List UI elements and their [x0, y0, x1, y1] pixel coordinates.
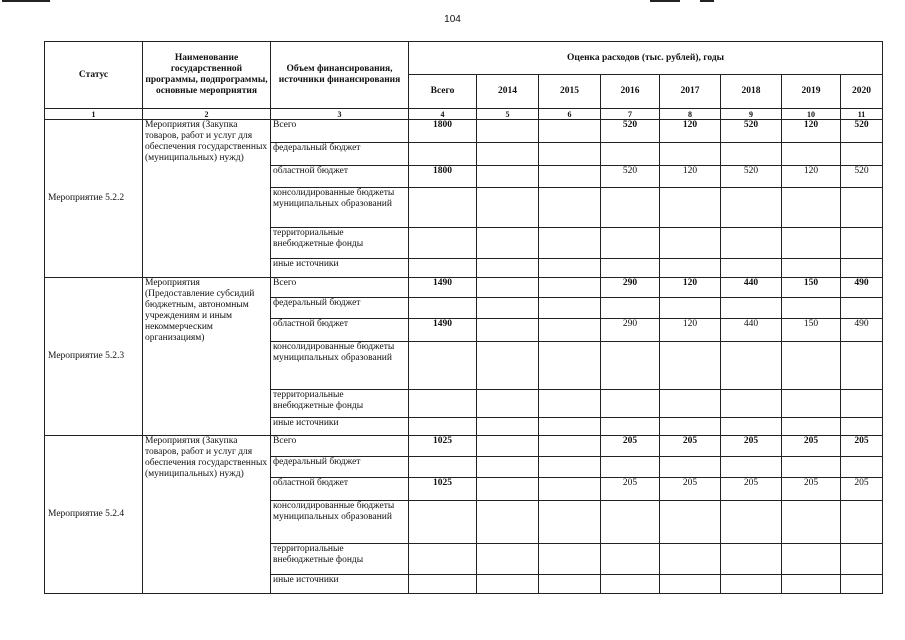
header-year: 2020: [841, 75, 883, 109]
header-year: 2018: [721, 75, 782, 109]
year-value-cell: [782, 456, 841, 477]
status-cell: Мероприятие 5.2.3: [45, 277, 143, 436]
funding-source-cell: консолидированные бюджеты муниципальных образований: [271, 188, 409, 227]
year-value-cell: [660, 298, 721, 319]
year-value-cell: 205: [782, 477, 841, 500]
year-value-cell: [477, 319, 539, 342]
total-cell: [409, 188, 477, 227]
year-value-cell: 150: [782, 277, 841, 298]
scan-mark: [700, 0, 714, 2]
year-value-cell: [721, 417, 782, 436]
year-value-cell: 520: [601, 120, 660, 143]
year-value-cell: [660, 389, 721, 417]
year-value-cell: [477, 456, 539, 477]
year-value-cell: [841, 227, 883, 258]
year-value-cell: 120: [660, 165, 721, 188]
year-value-cell: [841, 389, 883, 417]
header-year: 2019: [782, 75, 841, 109]
year-value-cell: [539, 165, 601, 188]
year-value-cell: [601, 341, 660, 389]
year-value-cell: 205: [660, 436, 721, 457]
column-number: 8: [660, 109, 721, 120]
year-value-cell: [782, 227, 841, 258]
year-value-cell: [841, 417, 883, 436]
year-value-cell: [660, 544, 721, 575]
year-value-cell: 490: [841, 277, 883, 298]
year-value-cell: [601, 500, 660, 544]
column-number: 4: [409, 109, 477, 120]
year-value-cell: 205: [782, 436, 841, 457]
year-value-cell: [660, 456, 721, 477]
year-value-cell: 440: [721, 277, 782, 298]
table-row: [45, 120, 883, 143]
year-value-cell: [477, 436, 539, 457]
column-number: 7: [601, 109, 660, 120]
header-total: Всего: [409, 75, 477, 109]
funding-source-cell: федеральный бюджет: [271, 456, 409, 477]
funding-source-cell: территориальные внебюджетные фонды: [271, 544, 409, 575]
table-body: [45, 120, 883, 594]
funding-source-cell: областной бюджет: [271, 165, 409, 188]
year-value-cell: [539, 456, 601, 477]
year-value-cell: [539, 142, 601, 165]
total-cell: 1025: [409, 436, 477, 457]
year-value-cell: 205: [660, 477, 721, 500]
year-value-cell: [782, 341, 841, 389]
year-value-cell: [601, 544, 660, 575]
funding-source-cell: Всего: [271, 436, 409, 457]
year-value-cell: [539, 417, 601, 436]
year-value-cell: [601, 456, 660, 477]
year-value-cell: [841, 142, 883, 165]
year-value-cell: [721, 456, 782, 477]
year-value-cell: [841, 500, 883, 544]
year-value-cell: [841, 298, 883, 319]
year-value-cell: 520: [721, 120, 782, 143]
column-numbers-row: [45, 109, 883, 120]
total-cell: [409, 456, 477, 477]
column-number: 9: [721, 109, 782, 120]
year-value-cell: 290: [601, 319, 660, 342]
year-value-cell: [601, 258, 660, 277]
total-cell: 1800: [409, 120, 477, 143]
program-name-cell: Мероприятия (Предоставление субсидий бюджетным, автономным учреждениям и иным некоммерческим организациям): [143, 277, 271, 436]
year-value-cell: [841, 575, 883, 594]
year-value-cell: [477, 277, 539, 298]
year-value-cell: [721, 258, 782, 277]
year-value-cell: [660, 227, 721, 258]
column-number: 5: [477, 109, 539, 120]
year-value-cell: [477, 417, 539, 436]
funding-source-cell: Всего: [271, 277, 409, 298]
header-program-name: Наименование государственной программы, подпрограммы, основные мероприятия: [143, 42, 271, 109]
table-row: [45, 436, 883, 457]
year-value-cell: 120: [782, 165, 841, 188]
status-cell: Мероприятие 5.2.2: [45, 120, 143, 278]
year-value-cell: [539, 277, 601, 298]
total-cell: [409, 298, 477, 319]
year-value-cell: [601, 417, 660, 436]
year-value-cell: 205: [601, 477, 660, 500]
header-funding-volume: Объем финансирования, источники финансирования: [271, 42, 409, 109]
total-cell: 1025: [409, 477, 477, 500]
year-value-cell: 205: [841, 436, 883, 457]
total-cell: 1800: [409, 165, 477, 188]
year-value-cell: 205: [601, 436, 660, 457]
year-value-cell: [721, 298, 782, 319]
year-value-cell: [477, 165, 539, 188]
column-number: 10: [782, 109, 841, 120]
year-value-cell: [477, 142, 539, 165]
year-value-cell: 120: [782, 120, 841, 143]
year-value-cell: [782, 142, 841, 165]
year-value-cell: [477, 575, 539, 594]
year-value-cell: [841, 188, 883, 227]
header-year: 2016: [601, 75, 660, 109]
year-value-cell: [539, 389, 601, 417]
total-cell: [409, 389, 477, 417]
funding-source-cell: областной бюджет: [271, 477, 409, 500]
funding-source-cell: областной бюджет: [271, 319, 409, 342]
year-value-cell: 205: [841, 477, 883, 500]
funding-source-cell: территориальные внебюджетные фонды: [271, 227, 409, 258]
year-value-cell: [477, 227, 539, 258]
header-year: 2017: [660, 75, 721, 109]
year-value-cell: [477, 389, 539, 417]
year-value-cell: [601, 298, 660, 319]
year-value-cell: [539, 341, 601, 389]
column-number: 11: [841, 109, 883, 120]
year-value-cell: [477, 477, 539, 500]
year-value-cell: 120: [660, 319, 721, 342]
year-value-cell: 290: [601, 277, 660, 298]
year-value-cell: [721, 188, 782, 227]
program-name-cell: Мероприятия (Закупка товаров, работ и услуг для обеспечения государственных (муниципальных) нужд): [143, 436, 271, 594]
year-value-cell: [660, 258, 721, 277]
total-cell: [409, 417, 477, 436]
year-value-cell: [539, 544, 601, 575]
year-value-cell: [601, 389, 660, 417]
page-number: 104: [444, 14, 461, 25]
header-year: 2014: [477, 75, 539, 109]
scan-mark: [2, 0, 50, 2]
column-number: 3: [271, 109, 409, 120]
header-cost-estimate: Оценка расходов (тыс. рублей), годы: [409, 42, 883, 75]
year-value-cell: [721, 500, 782, 544]
year-value-cell: [601, 188, 660, 227]
funding-source-cell: иные источники: [271, 417, 409, 436]
year-value-cell: [782, 544, 841, 575]
year-value-cell: [782, 188, 841, 227]
total-cell: [409, 227, 477, 258]
year-value-cell: [721, 341, 782, 389]
year-value-cell: [721, 142, 782, 165]
financing-table: [44, 41, 883, 594]
total-cell: [409, 500, 477, 544]
year-value-cell: [477, 188, 539, 227]
total-cell: 1490: [409, 319, 477, 342]
year-value-cell: [841, 258, 883, 277]
year-value-cell: [477, 298, 539, 319]
year-value-cell: [841, 341, 883, 389]
year-value-cell: [841, 544, 883, 575]
year-value-cell: [539, 298, 601, 319]
scan-mark: [650, 0, 680, 2]
year-value-cell: 520: [721, 165, 782, 188]
year-value-cell: [539, 319, 601, 342]
year-value-cell: [477, 500, 539, 544]
year-value-cell: [539, 477, 601, 500]
column-number: 1: [45, 109, 143, 120]
year-value-cell: [660, 341, 721, 389]
year-value-cell: [539, 436, 601, 457]
total-cell: [409, 341, 477, 389]
funding-source-cell: Всего: [271, 120, 409, 143]
status-cell: Мероприятие 5.2.4: [45, 436, 143, 594]
year-value-cell: [782, 500, 841, 544]
year-value-cell: [601, 575, 660, 594]
year-value-cell: 120: [660, 120, 721, 143]
funding-source-cell: консолидированные бюджеты муниципальных образований: [271, 500, 409, 544]
column-number: 2: [143, 109, 271, 120]
year-value-cell: 490: [841, 319, 883, 342]
year-value-cell: [782, 258, 841, 277]
year-value-cell: [539, 500, 601, 544]
year-value-cell: [721, 575, 782, 594]
year-value-cell: 150: [782, 319, 841, 342]
year-value-cell: [601, 227, 660, 258]
header-status: Статус: [45, 42, 143, 109]
year-value-cell: [721, 227, 782, 258]
year-value-cell: [660, 500, 721, 544]
year-value-cell: [539, 227, 601, 258]
year-value-cell: [841, 456, 883, 477]
year-value-cell: [477, 120, 539, 143]
year-value-cell: [782, 417, 841, 436]
year-value-cell: 205: [721, 436, 782, 457]
funding-source-cell: консолидированные бюджеты муниципальных образований: [271, 341, 409, 389]
year-value-cell: 520: [841, 165, 883, 188]
year-value-cell: [660, 188, 721, 227]
year-value-cell: 120: [660, 277, 721, 298]
total-cell: [409, 258, 477, 277]
total-cell: [409, 142, 477, 165]
year-value-cell: [660, 417, 721, 436]
funding-source-cell: федеральный бюджет: [271, 298, 409, 319]
year-value-cell: [539, 188, 601, 227]
year-value-cell: [721, 544, 782, 575]
program-name-cell: Мероприятия (Закупка товаров, работ и услуг для обеспечения государственных (муниципальных) нужд): [143, 120, 271, 278]
total-cell: [409, 544, 477, 575]
year-value-cell: 440: [721, 319, 782, 342]
year-value-cell: [477, 258, 539, 277]
funding-source-cell: территориальные внебюджетные фонды: [271, 389, 409, 417]
total-cell: [409, 575, 477, 594]
year-value-cell: [782, 298, 841, 319]
funding-source-cell: федеральный бюджет: [271, 142, 409, 165]
funding-source-cell: иные источники: [271, 575, 409, 594]
header-year: 2015: [539, 75, 601, 109]
year-value-cell: [601, 142, 660, 165]
year-value-cell: [782, 389, 841, 417]
table-row: [45, 277, 883, 298]
year-value-cell: [477, 341, 539, 389]
year-value-cell: [660, 142, 721, 165]
column-number: 6: [539, 109, 601, 120]
year-value-cell: [539, 258, 601, 277]
year-value-cell: [539, 575, 601, 594]
year-value-cell: 205: [721, 477, 782, 500]
year-value-cell: [721, 389, 782, 417]
year-value-cell: [782, 575, 841, 594]
year-value-cell: 520: [601, 165, 660, 188]
year-value-cell: [477, 544, 539, 575]
year-value-cell: [660, 575, 721, 594]
year-value-cell: [539, 120, 601, 143]
funding-source-cell: иные источники: [271, 258, 409, 277]
year-value-cell: 520: [841, 120, 883, 143]
total-cell: 1490: [409, 277, 477, 298]
